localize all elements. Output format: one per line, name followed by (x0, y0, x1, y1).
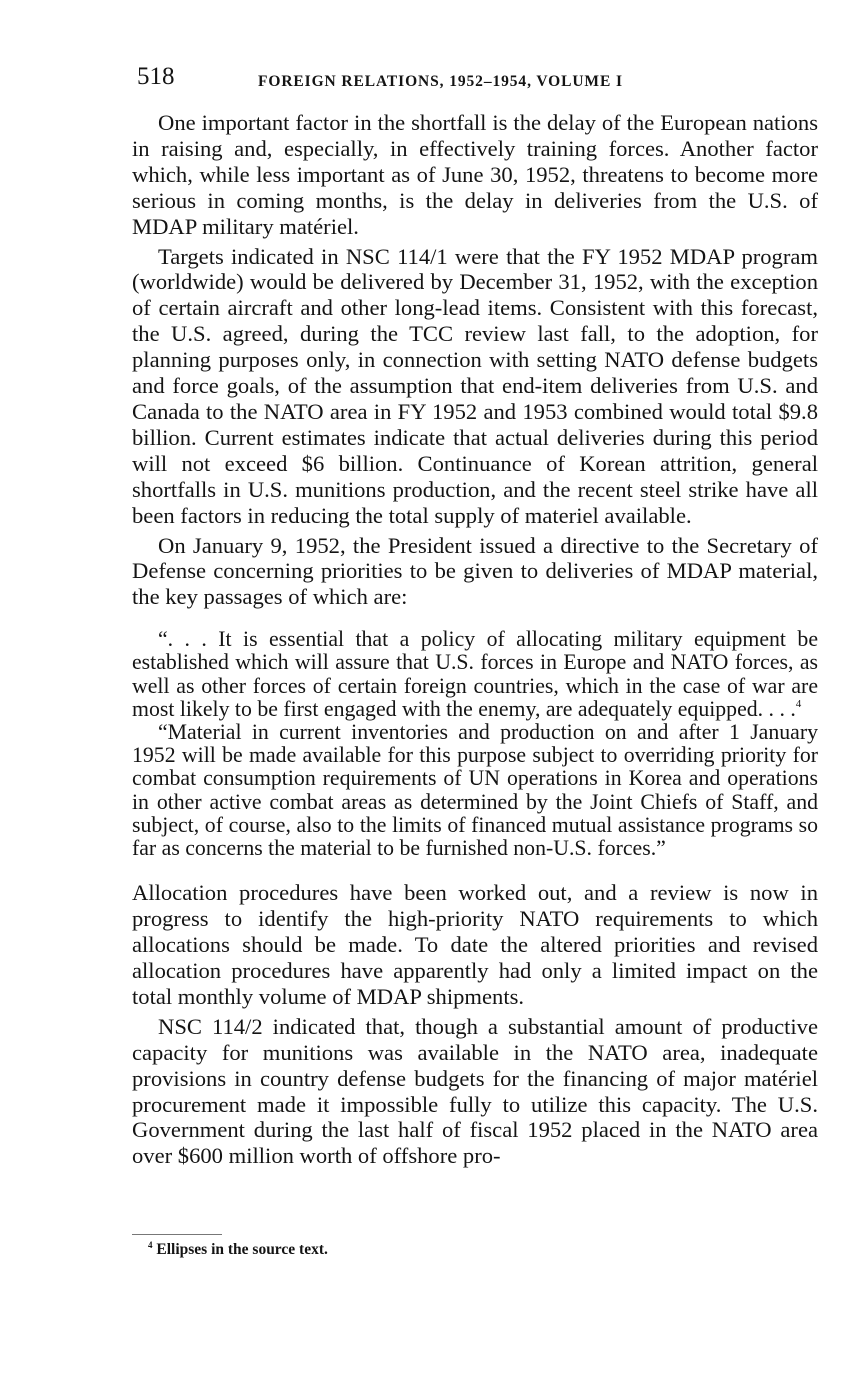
footnote-text: Ellipses in the source text. (156, 1241, 328, 1258)
paragraph-allocation: Allocation procedures have been worked out, and a review is now in progress to identify the high-priority NATO requirements to which allocations should be made. To date the altered priorities and revised allocation procedures have apparently had only a limited impact on the total monthly volume of MDAP shipments. (132, 880, 818, 1009)
paragraph-directive: On January 9, 1952, the President issued a directive to the Secretary of Defense concerning priorities to be given to deliveries of MDAP material, the key passages of which are: (132, 532, 818, 610)
quote-first-text: “. . . It is essential that a policy of allocating military equipment be established which will assure that U.S. forces in Europe and NATO forces, as well as other forces of certain foreign countries, which in the case of war are most likely to be first engaged with the enemy, are adequately equipped. . . . (132, 627, 818, 721)
paragraph-productive-capacity: NSC 114/2 indicated that, though a substantial amount of productive capacity for munitions was available in the NATO area, inadequate provisions in country defense budgets for the financing of major matériel procurement made it impossible fully to utilize this capacity. The U.S. Government during the last half of fiscal 1952 placed in the NATO area over $600 million worth of offshore pro- (132, 1013, 818, 1169)
page-header (132, 62, 818, 98)
quote-spacing (132, 860, 818, 880)
footnote-rule (132, 1234, 222, 1235)
footnote-reference: 4 (795, 697, 802, 710)
paragraph-targets: Targets indicated in NSC 114/1 were that the FY 1952 MDAP program (worldwide) would be delivered by December 31, 1952, with the exception of certain aircraft and other long-lead items. Consistent with this forecast, the U.S. agreed, during the TCC review last fall, to the adoption, for planning purposes only, in connection with setting NATO defense budgets and force goals, of the assumption that end-item deliveries from U.S. and Canada to the NATO area in FY 1952 and 1953 combined would total $9.8 billion. Current estimates indicate that actual deliveries during this period will not exceed $6 billion. Continuance of Korean attrition, general shortfalls in U.S. munitions production, and the recent steel strike have all been factors in reducing the total supply of materiel available. (132, 243, 818, 528)
quote-paragraph-second: “Material in current inventories and production on and after 1 January 1952 will be made available for this purpose subject to overriding priority for combat consumption requirements of UN operations in Korea and operations in other active combat areas as determined by the Joint Chiefs of Staff, and subject, of course, also to the limits of financed mutual assistance programs so far as concerns the material to be furnished non-U.S. forces.” (132, 720, 818, 861)
running-head: FOREIGN RELATIONS, 1952–1954, VOLUME I (258, 73, 623, 90)
quote-paragraph-first (132, 628, 818, 721)
page-number: 518 (137, 63, 175, 90)
footnote-marker: 4 (148, 1240, 153, 1250)
footnote (148, 1240, 328, 1260)
body-text (132, 110, 818, 1173)
paragraph-shortfall: One important factor in the shortfall is the delay of the European nations in raising and, especially, in effectively training forces. Another factor which, while less important as of June 30, 1952, threatens to become more serious in coming months, is the delay in deliveries from the U.S. of MDAP military matériel. (132, 110, 818, 239)
block-quote (132, 628, 818, 860)
